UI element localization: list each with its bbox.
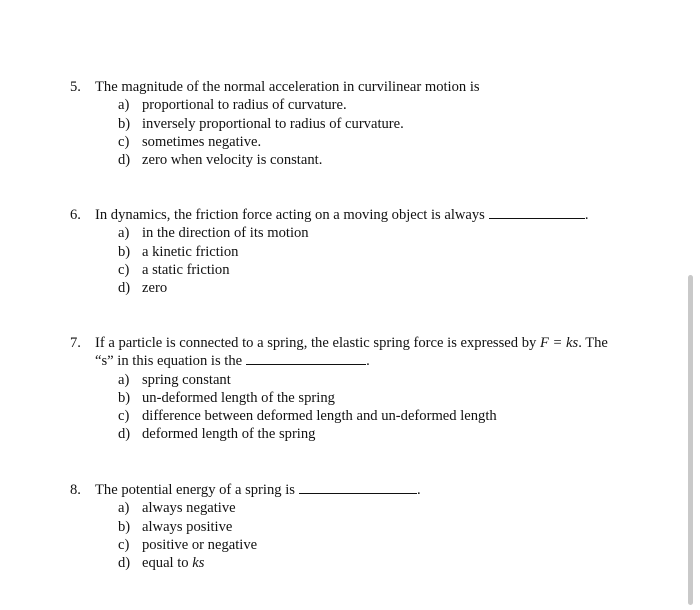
option-letter: a) xyxy=(118,500,130,517)
option-text: positive or negative xyxy=(142,536,258,553)
option-text: a kinetic friction xyxy=(142,243,239,260)
option-text: difference between deformed length and un-deformed length xyxy=(142,408,497,425)
option-letter: a) xyxy=(118,371,130,388)
option-letter: a) xyxy=(118,97,130,114)
option-letter: c) xyxy=(118,408,130,425)
option-letter: b) xyxy=(118,389,131,406)
answer-blank xyxy=(489,206,585,219)
answer-blank xyxy=(246,352,366,365)
option-c xyxy=(118,133,670,151)
question-text: If a particle is connected to a spring, the elastic spring force is expressed by xyxy=(95,335,537,351)
option-text: always positive xyxy=(142,518,233,535)
option-d xyxy=(118,554,670,572)
question-8 xyxy=(70,481,670,572)
option-letter: c) xyxy=(118,133,130,150)
option-letter: d) xyxy=(118,555,131,572)
question-6 xyxy=(70,206,670,297)
option-letter: d) xyxy=(118,280,131,297)
option-text: a static friction xyxy=(142,261,230,278)
option-a xyxy=(118,499,670,517)
option-letter: d) xyxy=(118,426,131,443)
question-5 xyxy=(70,78,670,169)
option-letter: b) xyxy=(118,243,131,260)
option-letter: b) xyxy=(118,115,131,132)
question-number: 6. xyxy=(70,207,81,223)
option-c xyxy=(118,261,670,279)
question-text: In dynamics, the friction force acting on a moving object is always xyxy=(95,207,485,223)
answer-options xyxy=(118,371,670,444)
option-text: in the direction of its motion xyxy=(142,225,309,242)
question-text: “s” in this equation is the xyxy=(95,353,243,370)
option-text: equal to xyxy=(142,555,189,572)
option-c xyxy=(118,536,670,554)
option-text: spring constant xyxy=(142,371,231,388)
question-line-1 xyxy=(95,334,670,352)
option-d xyxy=(118,279,670,297)
option-a xyxy=(118,224,670,242)
option-text: inversely proportional to radius of curvature. xyxy=(142,115,404,132)
question-stem-end: . xyxy=(584,207,589,223)
option-letter: a) xyxy=(118,225,130,242)
option-b xyxy=(118,115,670,133)
option-text: zero xyxy=(142,280,168,297)
question-number: 7. xyxy=(70,335,81,351)
answer-blank xyxy=(299,481,417,494)
spring-force-formula: F = ks xyxy=(539,335,579,351)
option-a xyxy=(118,371,670,389)
question-line-2 xyxy=(95,352,670,370)
option-text: deformed length of the spring xyxy=(142,426,316,443)
question-number: 5. xyxy=(70,79,81,95)
question-stem-end: . xyxy=(366,353,370,370)
option-text: zero when velocity is constant. xyxy=(142,152,323,169)
option-text: sometimes negative. xyxy=(142,133,262,150)
option-text: always negative xyxy=(142,500,236,517)
answer-options xyxy=(118,96,670,169)
question-stem xyxy=(70,334,670,371)
question-stem xyxy=(70,481,670,499)
answer-options xyxy=(118,224,670,297)
question-stem xyxy=(70,206,670,224)
answer-options xyxy=(118,499,670,572)
question-7 xyxy=(70,334,670,444)
question-stem-end: . xyxy=(416,482,421,498)
option-a xyxy=(118,96,670,114)
option-letter: c) xyxy=(118,261,130,278)
option-letter: b) xyxy=(118,518,131,535)
question-text: The magnitude of the normal acceleration in curvilinear motion is xyxy=(95,79,480,95)
option-d xyxy=(118,425,670,443)
option-b xyxy=(118,243,670,261)
question-text-suffix: . The xyxy=(578,335,608,351)
option-letter: c) xyxy=(118,536,130,553)
option-b xyxy=(118,389,670,407)
option-b xyxy=(118,518,670,536)
question-text: The potential energy of a spring is xyxy=(95,482,295,498)
option-d xyxy=(118,151,670,169)
vertical-scrollbar-thumb[interactable] xyxy=(688,275,693,605)
option-text: un-deformed length of the spring xyxy=(142,389,335,406)
option-letter: d) xyxy=(118,152,131,169)
question-stem xyxy=(70,78,670,96)
option-c xyxy=(118,407,670,425)
spring-displacement-formula: ks xyxy=(192,555,205,572)
option-text: proportional to radius of curvature. xyxy=(142,97,347,114)
question-number: 8. xyxy=(70,482,81,498)
